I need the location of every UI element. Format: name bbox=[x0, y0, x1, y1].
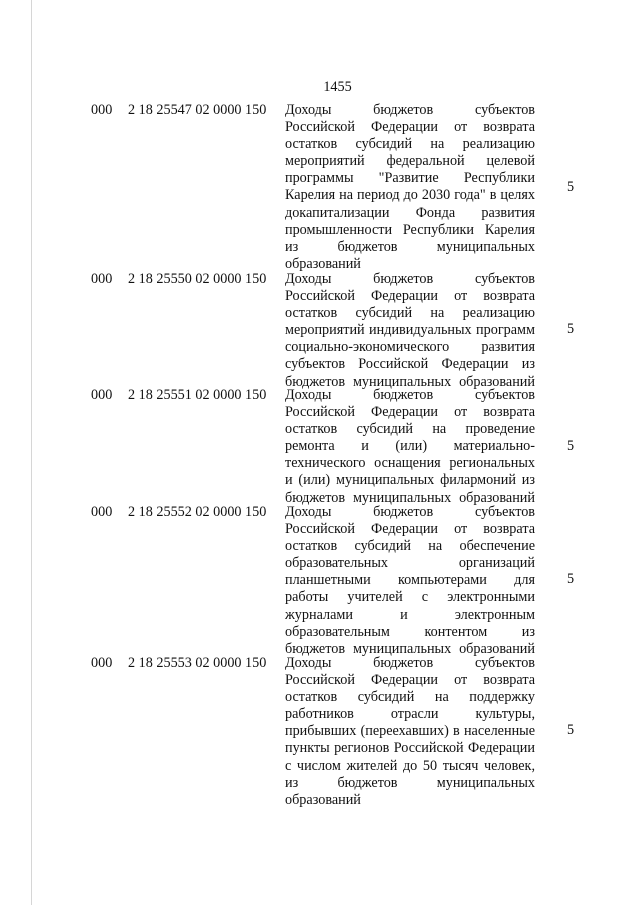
description-line: остатков субсидий на проведение bbox=[285, 421, 535, 438]
description-line: Российской Федерации от возврата bbox=[285, 119, 535, 136]
description-line: Российской Федерации от возврата bbox=[285, 672, 535, 689]
budget-classification-code: 2 18 25552 02 0000 150 bbox=[128, 504, 267, 520]
description-line: образований bbox=[285, 791, 361, 808]
description-line: остатков субсидий на реализацию bbox=[285, 305, 535, 322]
description-line: Доходы бюджетов субъектов bbox=[285, 271, 535, 287]
description-line: промышленности Республики Карелия bbox=[285, 221, 535, 238]
description-line: остатков субсидий на обеспечение bbox=[285, 538, 535, 555]
income-description bbox=[285, 387, 535, 507]
description-line: Доходы бюджетов субъектов bbox=[285, 504, 535, 520]
admin-code: 000 bbox=[91, 387, 113, 403]
description-line: журналами и электронным bbox=[285, 606, 535, 623]
description-line: и (или) муниципальных филармоний из bbox=[285, 472, 535, 489]
description-line: Карелия на период до 2030 года" в целях bbox=[285, 187, 535, 204]
description-line: субъектов Российской Федерации из bbox=[285, 356, 535, 373]
description-line: бюджетов муниципальных образований bbox=[285, 489, 535, 506]
description-line: Российской Федерации от возврата bbox=[285, 288, 535, 305]
description-line: из бюджетов муниципальных bbox=[285, 774, 535, 791]
admin-code: 000 bbox=[91, 504, 113, 520]
description-line: Доходы бюджетов субъектов bbox=[285, 102, 535, 118]
description-line: докапитализации Фонда развития bbox=[285, 204, 535, 221]
budget-classification-code: 2 18 25550 02 0000 150 bbox=[128, 271, 267, 287]
description-line: работы учителей с электронными bbox=[285, 589, 535, 606]
description-line: остатков субсидий на реализацию bbox=[285, 136, 535, 153]
description-line: с числом жителей до 50 тысяч человек, bbox=[285, 757, 535, 774]
description-line: программы "Развитие Республики bbox=[285, 170, 535, 187]
budget-classification-code: 2 18 25551 02 0000 150 bbox=[128, 387, 267, 403]
description-line: работников отрасли культуры, bbox=[285, 706, 535, 723]
description-line: мероприятий индивидуальных программ bbox=[285, 322, 535, 339]
description-line: бюджетов муниципальных образований bbox=[285, 640, 535, 657]
description-line: мероприятий федеральной целевой bbox=[285, 153, 535, 170]
admin-code: 000 bbox=[91, 271, 113, 287]
description-line: социально-экономического развития bbox=[285, 339, 535, 356]
income-description bbox=[285, 102, 535, 273]
income-description bbox=[285, 271, 535, 391]
amount-value: 5 bbox=[567, 571, 575, 587]
description-line: планшетными компьютерами для bbox=[285, 572, 535, 589]
admin-code: 000 bbox=[91, 102, 113, 118]
description-line: образовательным контентом из bbox=[285, 623, 535, 640]
page-edge-line bbox=[31, 0, 32, 905]
description-line: Российской Федерации от возврата bbox=[285, 404, 535, 421]
amount-value: 5 bbox=[567, 321, 575, 337]
description-line: Доходы бюджетов субъектов bbox=[285, 655, 535, 671]
description-line: ремонта и (или) материально- bbox=[285, 438, 535, 455]
description-line: Доходы бюджетов субъектов bbox=[285, 387, 535, 403]
description-line: бюджетов муниципальных образований bbox=[285, 373, 535, 390]
description-line: образований bbox=[285, 255, 361, 272]
description-line: образовательных организаций bbox=[285, 555, 535, 572]
page-number: 1455 bbox=[323, 79, 352, 95]
budget-classification-code: 2 18 25547 02 0000 150 bbox=[128, 102, 267, 118]
description-line: остатков субсидий на поддержку bbox=[285, 689, 535, 706]
description-line: пункты регионов Российской Федерации bbox=[285, 740, 535, 757]
description-line: технического оснащения региональных bbox=[285, 455, 535, 472]
amount-value: 5 bbox=[567, 179, 575, 195]
income-description bbox=[285, 504, 535, 658]
income-description bbox=[285, 655, 535, 809]
admin-code: 000 bbox=[91, 655, 113, 671]
amount-value: 5 bbox=[567, 722, 575, 738]
description-line: прибывших (переехавших) в населенные bbox=[285, 723, 535, 740]
budget-classification-code: 2 18 25553 02 0000 150 bbox=[128, 655, 267, 671]
description-line: Российской Федерации от возврата bbox=[285, 521, 535, 538]
description-line: из бюджетов муниципальных bbox=[285, 238, 535, 255]
amount-value: 5 bbox=[567, 438, 575, 454]
